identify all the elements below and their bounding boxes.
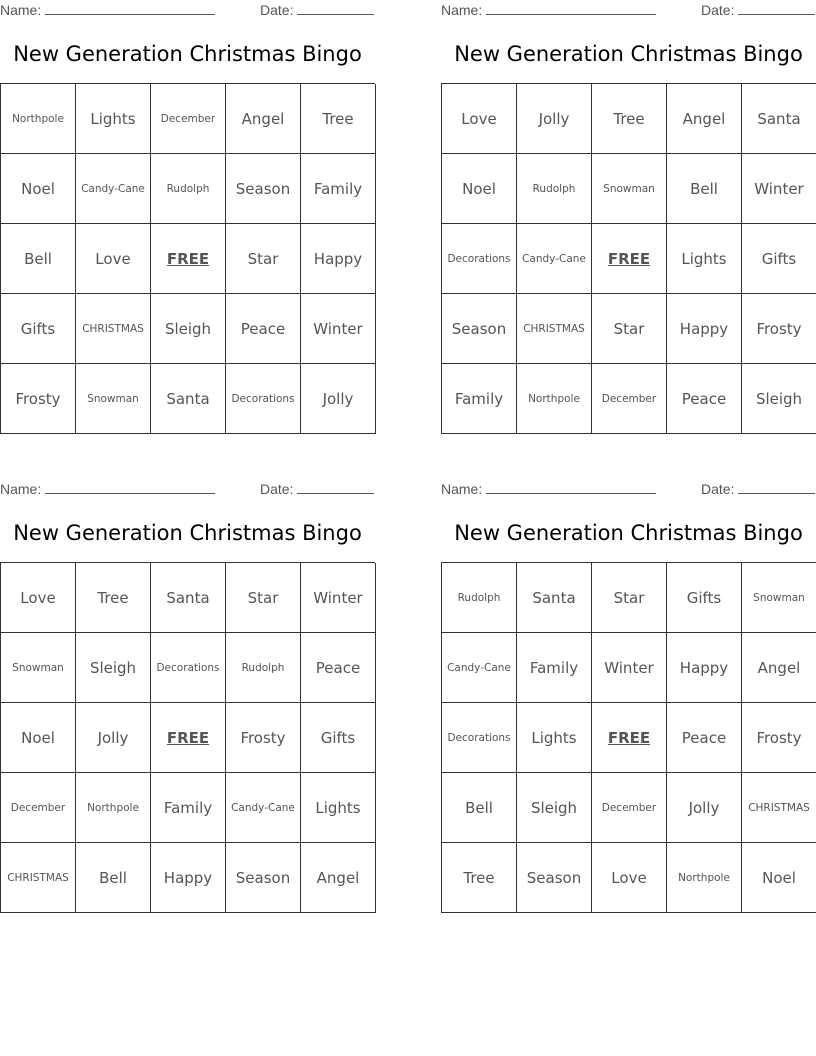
header-fields (0, 481, 375, 499)
date-label: Date: (701, 481, 735, 497)
bingo-cell[interactable]: Frosty (1, 364, 76, 434)
date-label: Date: (260, 2, 294, 18)
bingo-cell[interactable]: Snowman (592, 154, 667, 224)
bingo-cell[interactable]: Peace (301, 633, 376, 703)
bingo-cell[interactable]: Happy (151, 843, 226, 913)
card-title: New Generation Christmas Bingo (454, 521, 803, 545)
bingo-cell[interactable]: Happy (667, 294, 742, 364)
bingo-cell[interactable]: Winter (301, 563, 376, 633)
bingo-cell[interactable]: Family (517, 633, 592, 703)
bingo-card (0, 0, 375, 434)
bingo-cell[interactable]: Star (226, 563, 301, 633)
bingo-cell[interactable]: Santa (742, 84, 816, 154)
bingo-cell[interactable]: Jolly (667, 773, 742, 843)
name-field[interactable] (0, 2, 215, 18)
bingo-cell[interactable]: Family (442, 364, 517, 434)
bingo-cell[interactable]: Winter (742, 154, 816, 224)
bingo-cell[interactable]: December (592, 773, 667, 843)
bingo-cell[interactable]: Rudolph (517, 154, 592, 224)
bingo-cell[interactable]: Gifts (301, 703, 376, 773)
name-field[interactable] (441, 2, 656, 18)
name-blank-line (45, 13, 215, 15)
bingo-cell[interactable]: Happy (667, 633, 742, 703)
bingo-cell[interactable]: Tree (592, 84, 667, 154)
bingo-cell[interactable]: Family (301, 154, 376, 224)
bingo-cell[interactable]: Decorations (226, 364, 301, 434)
bingo-cell[interactable]: Candy-Cane (226, 773, 301, 843)
bingo-cell[interactable]: Season (517, 843, 592, 913)
bingo-cell[interactable]: Decorations (442, 703, 517, 773)
bingo-cell[interactable]: Noel (442, 154, 517, 224)
bingo-cell[interactable]: Tree (301, 84, 376, 154)
bingo-card (441, 0, 816, 434)
bingo-cell[interactable]: Tree (442, 843, 517, 913)
date-field[interactable] (260, 481, 374, 497)
bingo-cell[interactable]: Candy-Cane (442, 633, 517, 703)
bingo-cell[interactable]: Bell (667, 154, 742, 224)
free-space-cell[interactable]: FREE (151, 703, 226, 773)
bingo-cell[interactable]: Candy-Cane (76, 154, 151, 224)
bingo-cell[interactable]: Sleigh (742, 364, 816, 434)
card-title: New Generation Christmas Bingo (13, 42, 362, 66)
bingo-cell[interactable]: Northpole (517, 364, 592, 434)
bingo-cell[interactable]: December (151, 84, 226, 154)
name-label: Name: (441, 481, 483, 497)
bingo-cell[interactable]: Noel (1, 703, 76, 773)
bingo-cell[interactable]: CHRISTMAS (76, 294, 151, 364)
bingo-cell[interactable]: CHRISTMAS (742, 773, 816, 843)
bingo-cell[interactable]: Star (592, 563, 667, 633)
bingo-cell[interactable]: Jolly (76, 703, 151, 773)
bingo-cell[interactable]: Snowman (742, 563, 816, 633)
bingo-cell[interactable]: Lights (301, 773, 376, 843)
name-label: Name: (0, 2, 42, 18)
bingo-cell[interactable]: Santa (151, 364, 226, 434)
date-blank-line (738, 13, 815, 15)
bingo-cell[interactable]: Northpole (667, 843, 742, 913)
bingo-grid (0, 562, 375, 913)
date-field[interactable] (701, 481, 815, 497)
bingo-cell[interactable]: Angel (667, 84, 742, 154)
name-field[interactable] (0, 481, 215, 497)
bingo-grid (0, 83, 375, 434)
bingo-cell[interactable]: Lights (667, 224, 742, 294)
date-field[interactable] (260, 2, 374, 18)
header-fields (0, 2, 375, 20)
name-blank-line (486, 13, 656, 15)
bingo-cell[interactable]: Winter (301, 294, 376, 364)
bingo-cell[interactable]: Northpole (76, 773, 151, 843)
bingo-cell[interactable]: Rudolph (151, 154, 226, 224)
bingo-cell[interactable]: Peace (226, 294, 301, 364)
date-blank-line (297, 492, 374, 494)
bingo-cell[interactable]: Love (592, 843, 667, 913)
name-label: Name: (441, 2, 483, 18)
bingo-cell[interactable]: Lights (76, 84, 151, 154)
bingo-cell[interactable]: Bell (442, 773, 517, 843)
bingo-cell[interactable]: Winter (592, 633, 667, 703)
free-space-cell[interactable]: FREE (592, 224, 667, 294)
bingo-cell[interactable]: Season (226, 154, 301, 224)
bingo-cell[interactable]: Gifts (1, 294, 76, 364)
bingo-grid (441, 562, 816, 913)
bingo-cell[interactable]: Noel (1, 154, 76, 224)
bingo-grid (441, 83, 816, 434)
bingo-cell[interactable]: Frosty (742, 294, 816, 364)
free-space-cell[interactable]: FREE (592, 703, 667, 773)
bingo-cell[interactable]: Bell (76, 843, 151, 913)
bingo-cell[interactable]: Jolly (517, 84, 592, 154)
bingo-cell[interactable]: Angel (301, 843, 376, 913)
bingo-card (441, 479, 816, 913)
bingo-cell[interactable]: Sleigh (151, 294, 226, 364)
bingo-cell[interactable]: Season (442, 294, 517, 364)
bingo-cell[interactable]: Love (1, 563, 76, 633)
bingo-cell[interactable]: CHRISTMAS (1, 843, 76, 913)
name-label: Name: (0, 481, 42, 497)
bingo-cell[interactable]: Decorations (151, 633, 226, 703)
bingo-cell[interactable]: Snowman (1, 633, 76, 703)
card-title: New Generation Christmas Bingo (454, 42, 803, 66)
header-fields (441, 2, 816, 20)
bingo-cell[interactable]: Rudolph (226, 633, 301, 703)
bingo-cell[interactable]: Gifts (742, 224, 816, 294)
bingo-cell[interactable]: Frosty (742, 703, 816, 773)
bingo-cell[interactable]: Gifts (667, 563, 742, 633)
date-field[interactable] (701, 2, 815, 18)
bingo-cell[interactable]: Star (592, 294, 667, 364)
bingo-cell[interactable]: Love (442, 84, 517, 154)
bingo-cell[interactable]: Jolly (301, 364, 376, 434)
bingo-cell[interactable]: Peace (667, 364, 742, 434)
header-fields (441, 481, 816, 499)
bingo-cell[interactable]: Angel (742, 633, 816, 703)
bingo-cell[interactable]: December (1, 773, 76, 843)
bingo-cell[interactable]: Northpole (1, 84, 76, 154)
date-label: Date: (260, 481, 294, 497)
bingo-card (0, 479, 375, 913)
bingo-cell[interactable]: Family (151, 773, 226, 843)
bingo-cell[interactable]: Noel (742, 843, 816, 913)
bingo-cell[interactable]: Lights (517, 703, 592, 773)
bingo-cell[interactable]: Angel (226, 84, 301, 154)
bingo-cell[interactable]: Bell (1, 224, 76, 294)
bingo-cell[interactable]: Sleigh (517, 773, 592, 843)
bingo-cell[interactable]: Frosty (226, 703, 301, 773)
bingo-cell[interactable]: Decorations (442, 224, 517, 294)
bingo-cell[interactable]: Star (226, 224, 301, 294)
date-blank-line (738, 492, 815, 494)
bingo-cell[interactable]: Santa (517, 563, 592, 633)
bingo-cell[interactable]: December (592, 364, 667, 434)
free-space-cell[interactable]: FREE (151, 224, 226, 294)
bingo-cell[interactable]: Sleigh (76, 633, 151, 703)
bingo-cell[interactable]: Peace (667, 703, 742, 773)
bingo-cell[interactable]: CHRISTMAS (517, 294, 592, 364)
name-field[interactable] (441, 481, 656, 497)
name-blank-line (486, 492, 656, 494)
date-blank-line (297, 13, 374, 15)
bingo-cell[interactable]: Santa (151, 563, 226, 633)
bingo-cell[interactable]: Rudolph (442, 563, 517, 633)
bingo-cell[interactable]: Snowman (76, 364, 151, 434)
bingo-cell[interactable]: Candy-Cane (517, 224, 592, 294)
bingo-cell[interactable]: Happy (301, 224, 376, 294)
bingo-cell[interactable]: Season (226, 843, 301, 913)
date-label: Date: (701, 2, 735, 18)
name-blank-line (45, 492, 215, 494)
bingo-cell[interactable]: Tree (76, 563, 151, 633)
bingo-cell[interactable]: Love (76, 224, 151, 294)
card-title: New Generation Christmas Bingo (13, 521, 362, 545)
